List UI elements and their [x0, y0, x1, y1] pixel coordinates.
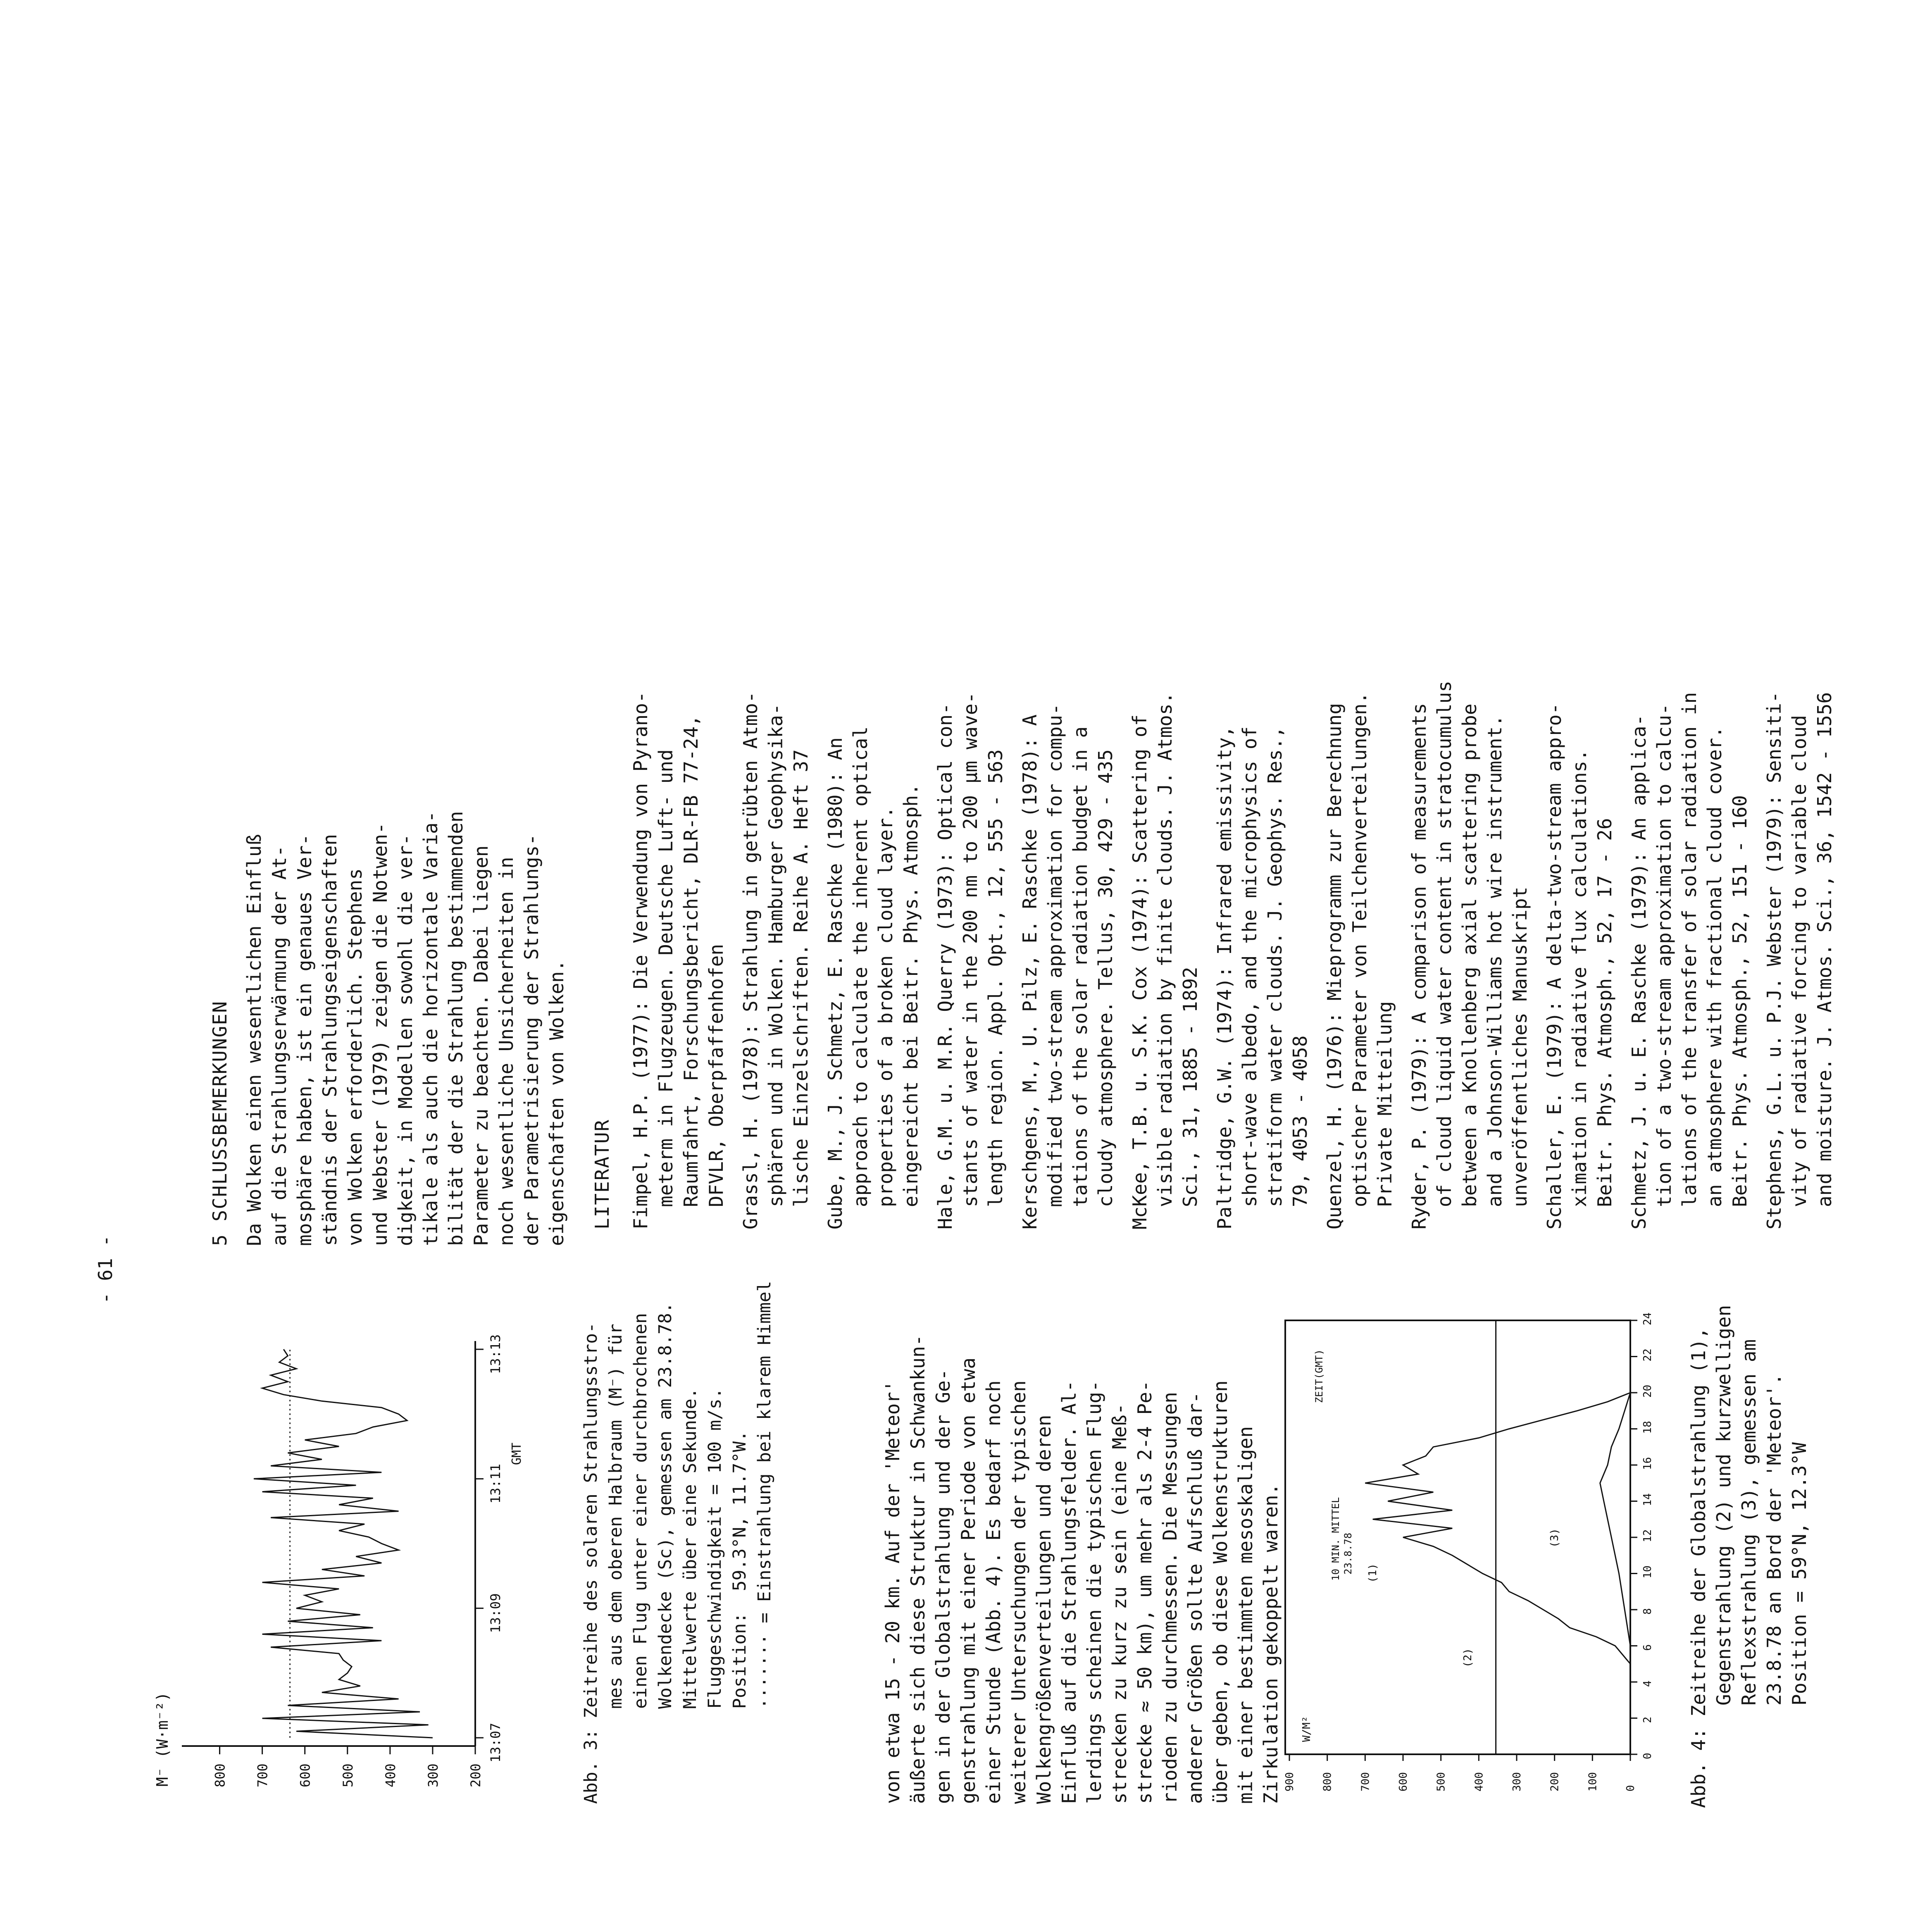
reference-item — [1542, 593, 1618, 1229]
body-line: über geben, ob diese Wolkenstrukturen — [1209, 1380, 1232, 1804]
fig3-series-line — [254, 1349, 433, 1738]
reference-item — [1322, 593, 1398, 1229]
section-line: der Parametrisierung der Strahlungs- — [520, 834, 543, 1246]
fig3-caption-line: Wolkendecke (Sc), gemessen am 23.8.78. — [655, 1302, 676, 1709]
body-line: Einfluß auf die Strahlungsfelder. Al- — [1058, 1380, 1080, 1804]
reference-line: and a Johnson-Williams hot wire instrument. — [1484, 715, 1506, 1207]
fig4-xtick-label: 16 — [1641, 1457, 1654, 1470]
reference-item — [933, 593, 1008, 1229]
reference-line: Schmetz, J. u. E. Raschke (1979): An applica- — [1628, 714, 1650, 1229]
fig4-caption-line: 23.8.78 an Bord der 'Meteor'. — [1763, 1373, 1785, 1706]
reference-line: properties of a broken cloud layer. — [874, 806, 897, 1207]
section-line: und Webster (1979) zeigen die Notwen- — [369, 822, 391, 1246]
reference-line: Paltridge, G.W. (1974): Infrared emissivity, — [1213, 726, 1236, 1229]
section-paragraph — [242, 811, 569, 1246]
reference-line: DFVLR, Oberpfaffenhofen — [705, 944, 727, 1207]
fig4-caption-line: Abb. 4: Zeitreihe der Globalstrahlung (1), — [1687, 1327, 1710, 1808]
fig3-xtick-label: 13:13 — [488, 1334, 503, 1374]
fig4-ytick-label: 200 — [1548, 1772, 1561, 1791]
body-paragraph — [880, 1335, 1284, 1804]
reference-line: Schaller, E. (1979): A delta-two-stream appro- — [1543, 703, 1565, 1229]
scanned-page — [0, 577, 1932, 1932]
fig4-caption — [1686, 1305, 1812, 1808]
fig3-caption-line: Position: 59.3°N, 11.7°W. — [729, 1430, 750, 1709]
fig3-ytick-label: 200 — [468, 1763, 484, 1787]
body-line: gen in der Globalstrahlung und der Ge- — [932, 1369, 954, 1804]
reference-line: tion of a two-stream approximation to calcu- — [1653, 703, 1675, 1207]
figure-4-chart — [1277, 1308, 1665, 1804]
body-line: lerdings scheinen die typischen Flug- — [1083, 1380, 1105, 1804]
reference-line: between a Knollenberg axial scattering probe — [1458, 703, 1481, 1207]
fig3-caption-line: einen Flug unter einer durchbrochenen — [630, 1313, 651, 1709]
fig4-ytick-label: 700 — [1359, 1772, 1372, 1791]
fig4-xtick-label: 22 — [1641, 1348, 1654, 1362]
fig4-xtick-label: 6 — [1641, 1644, 1654, 1651]
reference-line: Ryder, P. (1979): A comparison of measurements — [1408, 703, 1430, 1229]
fig4-curve-label-3: (3) — [1548, 1528, 1561, 1548]
reference-line: Raumfahrt, Forschungsbericht, DLR-FB 77-24, — [680, 715, 702, 1207]
body-line: äußerte sich diese Struktur in Schwankun- — [907, 1334, 929, 1804]
reference-line: tations of the solar radiation budget in a — [1069, 726, 1091, 1207]
fig4-series-3-line — [1600, 1320, 1630, 1754]
fig3-ytick-label: 500 — [340, 1763, 356, 1787]
fig4-ytick-label: 800 — [1321, 1772, 1334, 1791]
reference-line: Quenzel, H. (1976): Mieprogramm zur Berechnung — [1323, 703, 1346, 1229]
reference-list — [628, 593, 1846, 1229]
section-line: mosphäre haben, ist ein genaues Ver- — [293, 834, 316, 1246]
body-line: strecken zu kurz zu sein (eine Meß- — [1108, 1403, 1131, 1804]
body-line: von etwa 15 - 20 km. Auf der 'Meteor' — [881, 1380, 904, 1804]
fig4-xtick-label: 10 — [1641, 1565, 1654, 1579]
reference-line: Beitr. Phys. Atmosph., 52, 151 - 160 — [1729, 795, 1751, 1207]
fig3-xtick-label: 13:09 — [488, 1593, 503, 1633]
reference-item — [628, 593, 729, 1229]
fig4-curve-label-2: (2) — [1462, 1648, 1474, 1668]
fig4-xtick-label: 18 — [1641, 1421, 1654, 1434]
fig4-ytick-label: 100 — [1587, 1772, 1599, 1791]
page-number: - 61 - — [94, 1235, 117, 1304]
fig3-ylabel: M⁻ (W·m⁻²) — [153, 1692, 172, 1787]
literatur-heading: LITERATUR — [591, 1119, 613, 1229]
section-line: Da Wolken einen wesentlichen Einfluß — [243, 834, 265, 1246]
fig4-xtick-label: 14 — [1641, 1493, 1654, 1506]
section-line: eigenschaften von Wolken. — [546, 960, 568, 1246]
reference-line: Kerschgens, M., U. Pilz, E. Raschke (1978): A — [1019, 714, 1041, 1229]
reference-line: visible radiation by finite clouds. J. Atmos. — [1154, 692, 1176, 1207]
fig3-xtick-label: 13:11 — [488, 1464, 503, 1504]
section-line: bilität der die Strahlung bestimmenden — [445, 811, 467, 1246]
fig3-xtick-label: 13:07 — [488, 1722, 503, 1763]
reference-line: an atmosphere with fractional cloud cover. — [1703, 726, 1726, 1207]
section-heading: 5 SCHLUSSBEMERKUNGEN — [209, 1001, 231, 1246]
reference-line: short-wave albedo, and the microphysics of — [1239, 726, 1261, 1207]
reference-line: Gube, M., J. Schmetz, E. Raschke (1980): An — [824, 737, 846, 1229]
fig3-ytick-label: 300 — [425, 1763, 441, 1787]
fig4-legend-line1: 10 MIN. MITTEL — [1330, 1497, 1341, 1581]
reference-line: lations of the transfer of solar radiation in — [1678, 692, 1701, 1207]
reference-item — [1627, 593, 1753, 1229]
reference-line: length region. Appl. Opt., 12, 555 - 563 — [984, 749, 1007, 1207]
fig4-ytick-label: 400 — [1473, 1772, 1486, 1791]
fig3-caption-line: ······· = Einstrahlung bei klarem Himmel — [754, 1281, 775, 1709]
section-line: von Wolken erforderlich. Stephens — [344, 868, 366, 1246]
fig3-caption-line: mes aus dem oberen Halbraum (M⁻) für — [605, 1324, 626, 1709]
fig4-xtick-label: 20 — [1641, 1384, 1654, 1398]
fig4-xlabel: ZEIT(GMT) — [1313, 1349, 1325, 1403]
fig4-xtick-label: 0 — [1641, 1753, 1654, 1759]
fig4-caption-line: Position = 59°N, 12.3°W — [1788, 1442, 1811, 1706]
body-line: rioden zu durchmessen. Die Messungen — [1159, 1392, 1181, 1804]
body-line: Wolkengrößenverteilungen und deren — [1033, 1415, 1055, 1804]
fig3-caption-line: Fluggeschwindigkeit = 100 m/s. — [705, 1388, 725, 1709]
reference-item — [738, 593, 814, 1229]
fig3-ytick-label: 400 — [382, 1763, 398, 1787]
reference-line: Hale, G.M. u. M.R. Querry (1973): Optical con- — [934, 703, 956, 1229]
reference-line: and moisture. J. Atmos. Sci., 36, 1542 - 1556 — [1813, 692, 1836, 1207]
reference-line: lische Einzelschriften. Reihe A. Heft 37 — [790, 749, 812, 1207]
body-line: einer Stunde (Abb. 4). Es bedarf noch — [982, 1380, 1005, 1804]
fig3-caption-line: Mittelwerte über eine Sekunde. — [680, 1388, 700, 1709]
section-line: ständnis der Strahlungseigenschaften — [319, 834, 341, 1246]
figure-3-chart — [149, 1320, 529, 1808]
fig4-ytick-label: 500 — [1435, 1772, 1448, 1791]
body-line: Zirkulation gekoppelt waren. — [1260, 1483, 1282, 1804]
fig3-ytick-label: 800 — [212, 1763, 228, 1787]
reference-line: approach to calculate the inherent optical — [849, 726, 872, 1207]
reference-line: cloudy atmosphere. Tellus, 30, 429 - 435 — [1094, 749, 1117, 1207]
fig3-caption-line: Abb. 3: Zeitreihe des solaren Strahlungsstro- — [581, 1322, 601, 1804]
fig3-ytick-label: 600 — [297, 1763, 313, 1787]
fig4-xtick-label: 2 — [1641, 1716, 1654, 1723]
reference-item — [1762, 593, 1837, 1229]
fig4-caption-line: Gegenstrahlung (2) und kurzwelligen — [1713, 1305, 1735, 1706]
reference-line: Stephens, G.L. u. P.J. Webster (1979): Sensiti- — [1763, 691, 1785, 1229]
section-line: auf die Strahlungserwärmung der At- — [268, 845, 291, 1246]
section-line: Parameter zu beachten. Dabei liegen — [470, 845, 492, 1246]
fig4-ytick-label: 600 — [1397, 1772, 1410, 1791]
reference-line: eingereicht bei Beitr. Phys. Atmosph. — [900, 784, 922, 1207]
reference-line: Fimpel, H.P. (1977): Die Verwendung von Pyrano- — [629, 691, 652, 1229]
fig3-ytick-label: 700 — [255, 1763, 271, 1787]
reference-line: stants of water in the 200 nm to 200 µm wave- — [959, 692, 981, 1207]
body-line: anderer Größen sollte Aufschluß dar- — [1184, 1392, 1206, 1804]
fig4-xtick-label: 12 — [1641, 1529, 1654, 1542]
fig4-xtick-label: 24 — [1641, 1312, 1654, 1325]
fig4-unit: W/M² — [1301, 1716, 1313, 1742]
reference-line: unveröffentliches Manuskript — [1509, 886, 1531, 1207]
reference-line: 79, 4053 - 4058 — [1289, 1035, 1311, 1207]
fig4-ytick-label: 300 — [1511, 1772, 1523, 1791]
fig4-ytick-label: 0 — [1625, 1785, 1637, 1791]
fig3-xlabel: GMT — [510, 1442, 524, 1465]
fig4-ytick-label: 900 — [1284, 1772, 1296, 1791]
reference-item — [1212, 593, 1313, 1229]
reference-item — [1017, 593, 1118, 1229]
reference-item — [823, 593, 924, 1229]
body-line: weiterer Untersuchungen der typischen — [1008, 1380, 1030, 1804]
body-line: genstrahlung mit einer Periode von etwa — [957, 1357, 979, 1804]
reference-line: ximation in radiative flux calculations. — [1568, 749, 1591, 1207]
reference-line: Private Mitteilung — [1374, 1001, 1396, 1207]
reference-line: stratiform water clouds. J. Geophys. Res., — [1264, 726, 1286, 1207]
reference-line: optischer Parameter von Teilchenverteilungen. — [1348, 692, 1371, 1207]
reference-line: vity of radiative forcing to variable cloud — [1788, 715, 1811, 1207]
fig4-series-1-line — [1365, 1320, 1630, 1754]
fig4-xtick-label: 4 — [1641, 1680, 1654, 1687]
section-line: tikale als auch die horizontale Varia- — [419, 811, 442, 1246]
reference-line: meterm in Flugzeugen. Deutsche Luft- und — [655, 749, 677, 1207]
fig4-legend-line2: 23.8.78 — [1342, 1532, 1354, 1575]
fig4-curve-label-1: (1) — [1367, 1563, 1379, 1583]
reference-line: of cloud liquid water content in stratocumulus — [1433, 681, 1456, 1207]
reference-line: sphären und in Wolken. Hamburger Geophysika- — [765, 703, 787, 1207]
reference-line: modified two-stream approximation for compu- — [1044, 703, 1066, 1207]
section-line: digkeit, in Modellen sowohl die ver- — [394, 834, 417, 1246]
fig4-caption-line: Reflexstrahlung (3), gemessen am — [1738, 1339, 1760, 1706]
fig4-xtick-label: 8 — [1641, 1608, 1654, 1615]
section-line: noch wesentliche Unsicherheiten in — [495, 857, 517, 1246]
body-line: mit einer bestimmten mesoskaligen — [1234, 1426, 1257, 1804]
fig3-caption — [579, 1281, 777, 1804]
reference-line: Grassl, H. (1978): Strahlung in getrübten Atmo- — [739, 691, 762, 1229]
reference-line: Sci., 31, 1885 - 1892 — [1179, 967, 1201, 1207]
reference-item — [1407, 593, 1533, 1229]
reference-line: Beitr. Phys. Atmosph., 52, 17 - 26 — [1594, 818, 1616, 1207]
reference-line: McKee, T.B. u. S.K. Cox (1974): Scattering of — [1129, 714, 1151, 1229]
reference-item — [1127, 593, 1203, 1229]
body-line: strecke ≈ 50 km), um mehr als 2-4 Pe- — [1134, 1380, 1156, 1804]
